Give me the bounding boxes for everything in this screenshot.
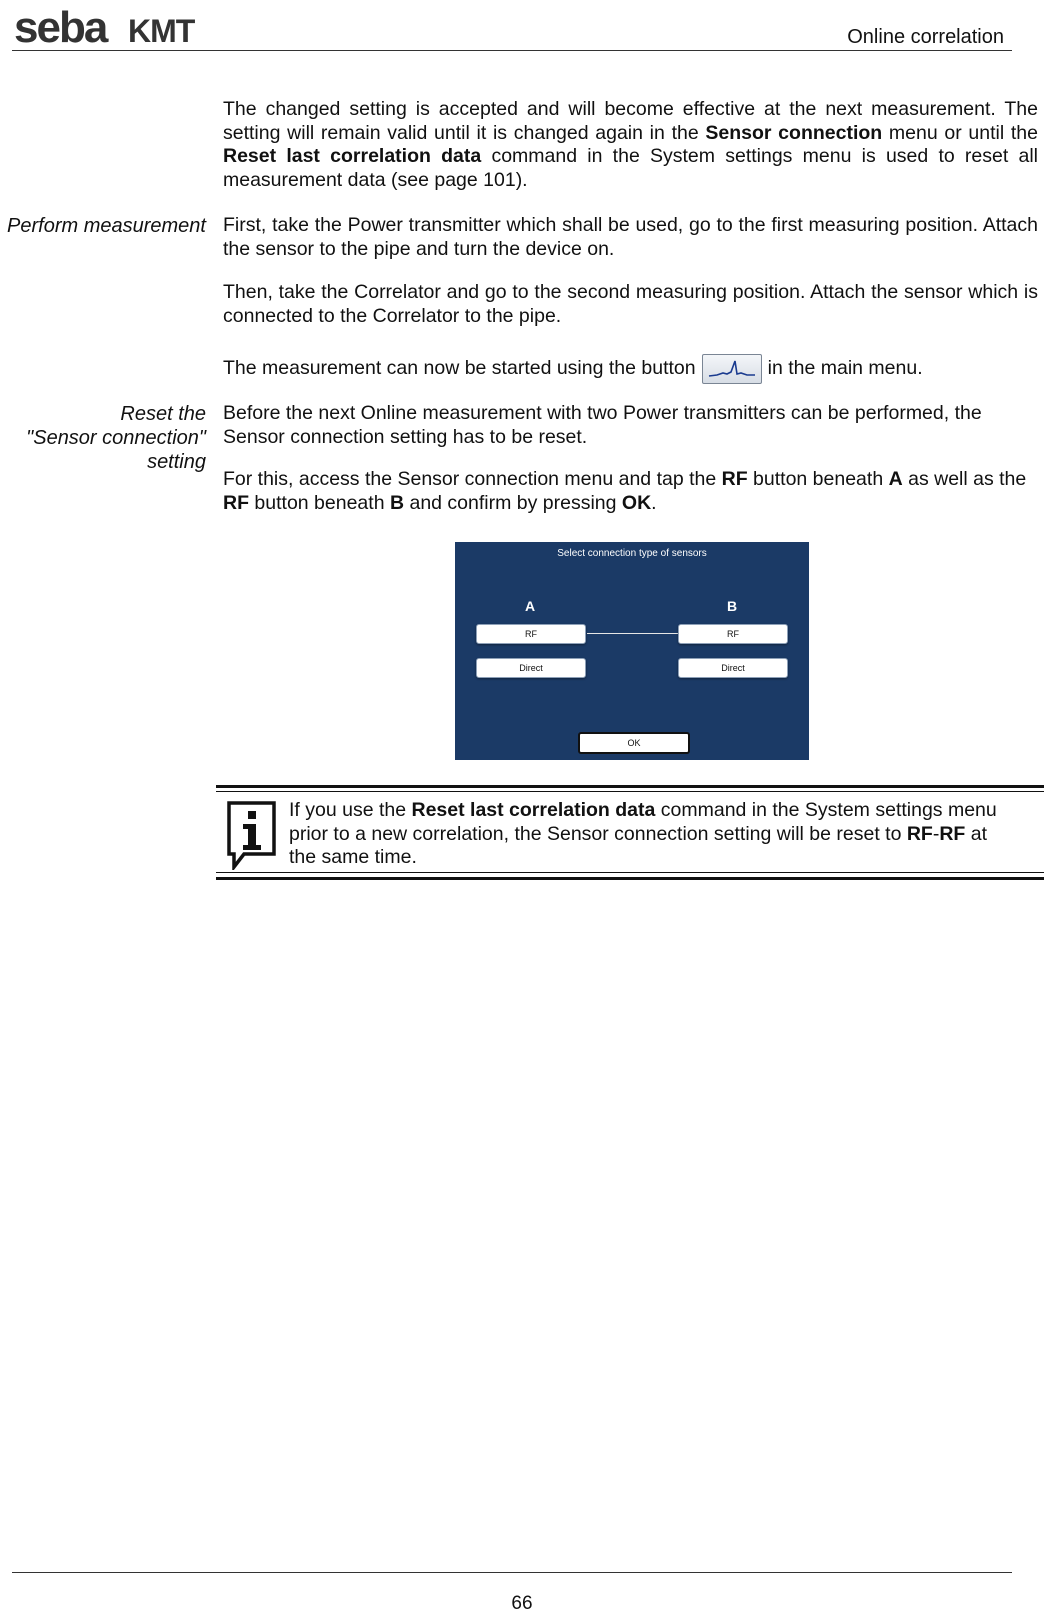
sidehead-reset-sensor-connection: Reset the "Sensor connection" setting xyxy=(26,403,206,473)
connection-line xyxy=(587,633,678,634)
note-rule xyxy=(216,877,1044,880)
footer-divider xyxy=(12,1572,1012,1573)
paragraph-perform-2: Then, take the Correlator and go to the second measuring position. Attach the sensor which is connected to the Correlator to the pipe. xyxy=(223,281,1038,327)
svg-text:KMT: KMT xyxy=(128,13,195,48)
paragraph-perform-1: First, take the Power transmitter which shall be used, go to the first measuring position. Attach the sensor to the pipe and turn the device on. xyxy=(223,214,1038,260)
page-number: 66 xyxy=(511,1593,533,1614)
note-rule xyxy=(216,785,1044,788)
paragraph-reset-2: For this, access the Sensor connection menu and tap the RF button beneath A as well as the RF button beneath B and confirm by pressing OK. xyxy=(223,468,1027,514)
paragraph-reset-1: Before the next Online measurement with two Power transmitters can be performed, the Sensor connection setting has to be reset. xyxy=(223,402,982,448)
info-icon xyxy=(226,800,278,870)
header-divider xyxy=(12,50,1012,51)
svg-text:seba: seba xyxy=(14,4,107,48)
a-direct-button[interactable]: Direct xyxy=(476,658,586,678)
column-label-a: A xyxy=(524,598,536,614)
note-rule xyxy=(216,872,1044,873)
a-rf-button[interactable]: RF xyxy=(476,624,586,644)
b-direct-button[interactable]: Direct xyxy=(678,658,788,678)
paragraph-setting-accepted: The changed setting is accepted and will become effective at the next measurement. The setting will remain valid until it is changed again in the Sensor connection menu or until the Reset last correlation data command in the System settings menu is used to reset all measurement data (see page 101). xyxy=(223,98,1038,191)
note-text: If you use the Reset last correlation data command in the System settings menu prior to a new correlation, the Sensor connection setting will be reset to RF-RF at the same time. xyxy=(289,799,997,868)
screen-title: Select connection type of sensors xyxy=(557,548,707,559)
sidehead-perform-measurement: Perform measurement xyxy=(7,215,206,237)
header-title: Online correlation xyxy=(847,26,1004,48)
sebakmt-logo xyxy=(14,4,234,48)
column-label-b: B xyxy=(726,598,738,614)
note-rule xyxy=(216,791,1044,792)
sensor-connection-screenshot xyxy=(455,542,809,760)
paragraph-perform-3: The measurement can now be started using the button in the main menu. xyxy=(223,354,1038,384)
ok-button[interactable]: OK xyxy=(578,732,690,754)
b-rf-button[interactable]: RF xyxy=(678,624,788,644)
correlation-button-icon xyxy=(702,354,762,384)
